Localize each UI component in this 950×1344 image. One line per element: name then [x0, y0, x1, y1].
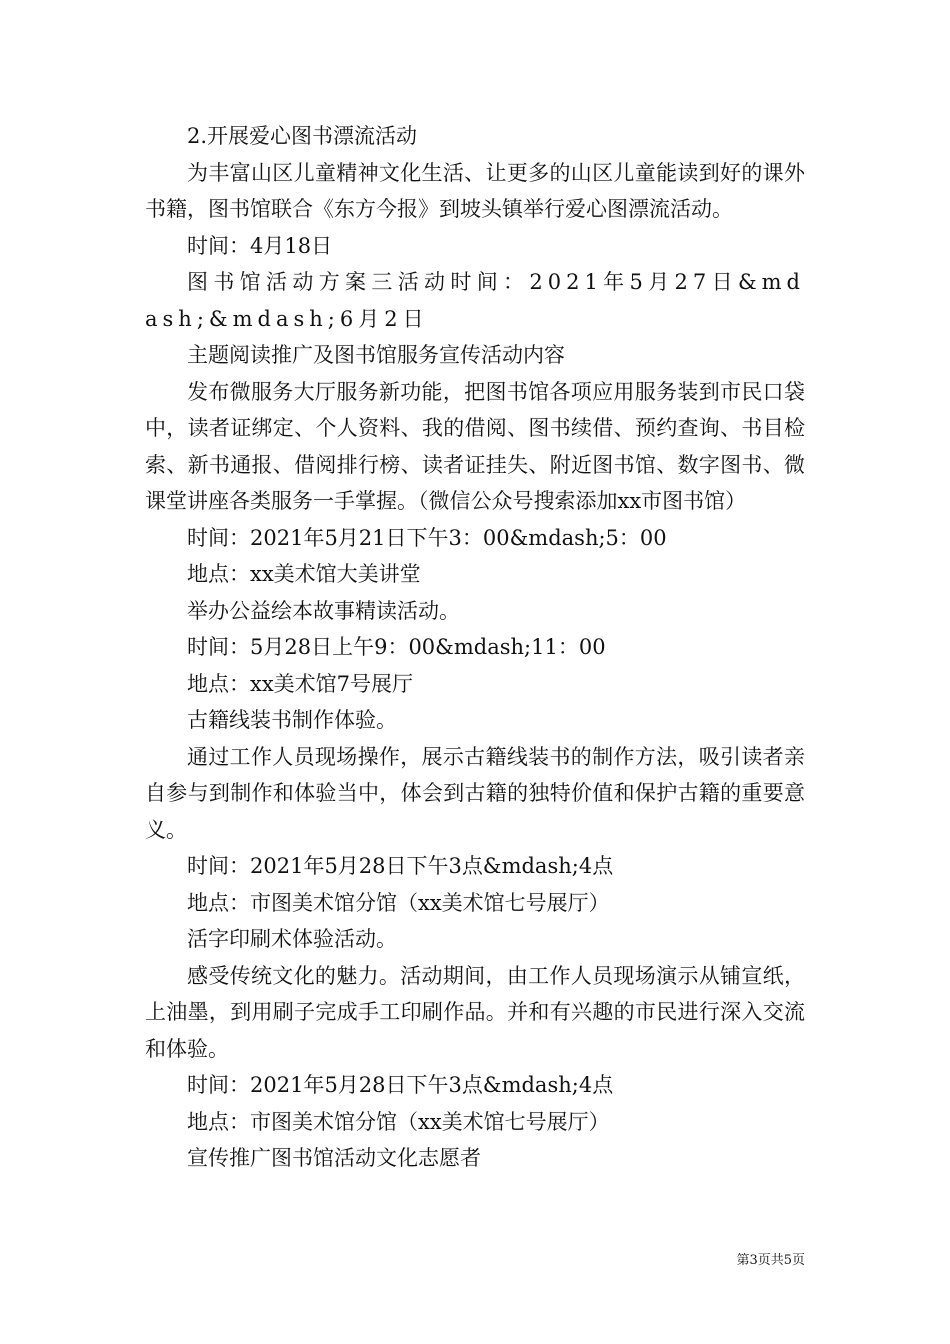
paragraph: 时间：2021年5月28日下午3点&mdash;4点	[187, 854, 614, 878]
paragraph: 主题阅读推广及图书馆服务宣传活动内容	[187, 343, 565, 367]
paragraph: 地点：xx美术馆大美讲堂	[187, 562, 421, 586]
document-body	[145, 118, 805, 1177]
paragraph: 时间：4月18日	[187, 233, 333, 258]
paragraph: 时间：5月28日上午9：00&mdash;11：00	[187, 635, 606, 659]
paragraph: 地点：xx美术馆7号展厅	[187, 671, 414, 696]
paragraph: 宣传推广图书馆活动文化志愿者	[187, 1146, 481, 1170]
paragraph: 活字印刷术体验活动。	[187, 927, 397, 951]
page-number: 第3页共5页	[736, 1253, 805, 1268]
paragraph: 为丰富山区儿童精神文化生活、让更多的山区儿童能读到好的课外书籍，图书馆联合《东方今报》到坡头镇举行爱心图漂流活动。	[145, 160, 805, 221]
paragraph: 古籍线装书制作体验。	[187, 708, 397, 732]
paragraph: 感受传统文化的魅力。活动期间，由工作人员现场演示从铺宣纸，上油墨，到用刷子完成手工印刷作品。并和有兴趣的市民进行深入交流和体验。	[145, 963, 805, 1061]
paragraph: 时间：2021年5月21日下午3：00&mdash;5：00	[187, 525, 667, 550]
paragraph: 时间：2021年5月28日下午3点&mdash;4点	[187, 1073, 614, 1097]
paragraph: 发布微服务大厅服务新功能，把图书馆各项应用服务装到市民口袋中，读者证绑定、个人资料、我的借阅、图书续借、预约查询、书目检索、新书通报、借阅排行榜、读者证挂失、附近图书馆、数字图书、微课堂讲座各类服务一手掌握。（微信公众号搜索添加xx市图书馆）	[145, 379, 805, 513]
paragraph: 地点：市图美术馆分馆（xx美术馆七号展厅）	[187, 890, 610, 915]
paragraph: 举办公益绘本故事精读活动。	[187, 598, 460, 623]
paragraph: 通过工作人员现场操作，展示古籍线装书的制作方法，吸引读者亲自参与到制作和体验当中，体会到古籍的独特价值和保护古籍的重要意义。	[145, 744, 805, 842]
paragraph: 图书馆活动方案三活动时间：2021年5月27日&mdash;&mdash;6月2日	[145, 270, 805, 331]
paragraph: 地点：市图美术馆分馆（xx美术馆七号展厅）	[187, 1109, 610, 1134]
paragraph: 2.开展爱心图书漂流活动	[187, 124, 418, 148]
